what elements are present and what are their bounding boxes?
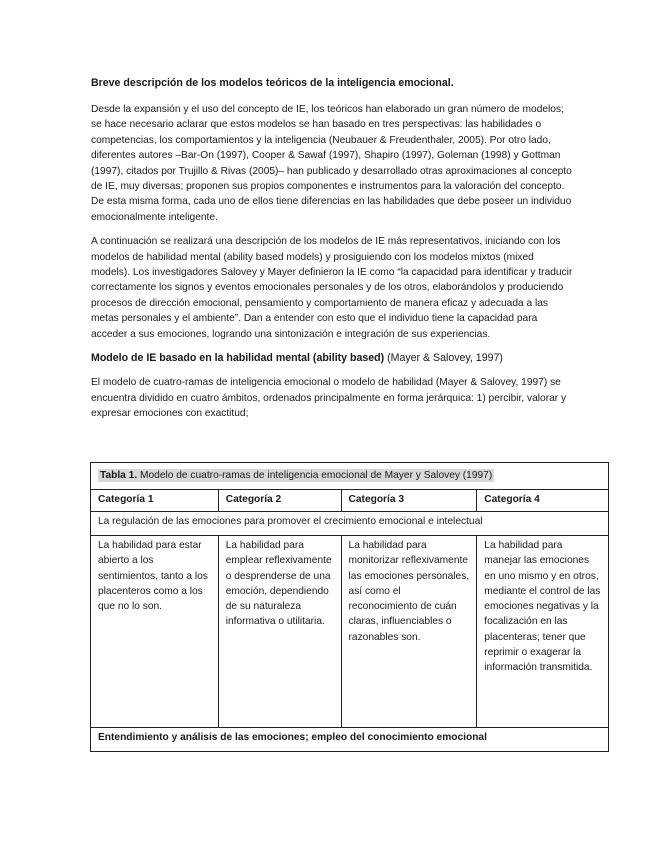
caption-label: Tabla 1. [100, 469, 138, 481]
document-page [91, 76, 573, 430]
table-caption [91, 463, 609, 490]
cell-category-3: La habilidad para monitorizar reflexivamente las emociones personales, así como el reconocimiento de cuán claras, influenciables o razonables son. [341, 536, 477, 728]
model-subheading [91, 351, 573, 366]
caption-text: Modelo de cuatro-ramas de inteligencia emocional de Mayer y Salovey (1997) [137, 469, 493, 481]
cell-category-2: La habilidad para emplear reflexivamente o desprenderse de una emoción, dependiendo de su naturaleza informativa o utilitaria. [218, 536, 341, 728]
section-regulation: La regulación de las emociones para promover el crecimiento emocional e intelectual [91, 512, 609, 536]
header-category-4: Categoría 4 [477, 490, 609, 512]
paragraph-1: Desde la expansión y el uso del concepto de IE, los teóricos han elaborado un gran número de modelos; se hace necesario aclarar que estos modelos se han basado en tres perspectivas: las habilidades o competencias, los comportamientos y la inteligencia (Neubauer & Freudenthaler, 2005). Por otro lado, diferentes autores –Bar-On (1997), Cooper & Sawaf (1997), Shapiro (1997), Goleman (1998) y Gottman (1997), citados por Trujillo & Rivas (2005)– han publicado y desarrollado otras aproximaciones al concepto de IE, muy diversas; proponen sus propios componentes e instrumentos para la valoración del concepto. De esta misma forma, cada uno de ellos tiene diferencias en las habilidades que debe poseer un individuo emocionalmente inteligente. [91, 104, 572, 223]
section-title: Breve descripción de los modelos teóricos de la inteligencia emocional. [91, 77, 454, 89]
paragraph-2: A continuación se realizará una descripción de los modelos de IE más representativos, iniciando con los modelos de habilidad mental (ability based models) y prosiguiendo con los modelos mixtos (mixed models). Los investigadores Salovey y Mayer definieron la IE como “la capacidad para identificar y traducir correctamente los signos y eventos emocionales personales y de los otros, elaborándolos y produciendo procesos de dirección emocional, pensamiento y comportamiento de manera eficaz y adecuada a las metas personales y el ambiente”. Dan a entender con esto que el individuo tiene la capacidad para acceder a sus emociones, logrando una sintonización e integración de sus experiencias. [91, 236, 573, 340]
paragraph-3: El modelo de cuatro-ramas de inteligencia emocional o modelo de habilidad (Mayer & Salovey, 1997) se encuentra dividido en cuatro ámbitos, ordenados principalmente en forma jerárquica: 1) percibir, valorar y expresar emociones con exactitud; [91, 377, 567, 419]
header-category-2: Categoría 2 [218, 490, 341, 512]
four-branch-table [90, 462, 609, 752]
header-category-1: Categoría 1 [91, 490, 219, 512]
header-category-3: Categoría 3 [341, 490, 477, 512]
cell-category-1: La habilidad para estar abierto a los sentimientos, tanto a los placenteros como a los que no lo son. [91, 536, 219, 728]
subheading-citation: (Mayer & Salovey, 1997) [384, 352, 503, 365]
subheading-bold: Modelo de IE basado en la habilidad mental (ability based) [91, 352, 385, 365]
section-understanding: Entendimiento y análisis de las emociones; empleo del conocimiento emocional [91, 728, 609, 752]
cell-category-4: La habilidad para manejar las emociones en uno mismo y en otros, mediante el control de las emociones negativas y la focalización en las placenteras; tener que reprimir o exagerar la información transmitida. [477, 536, 609, 728]
